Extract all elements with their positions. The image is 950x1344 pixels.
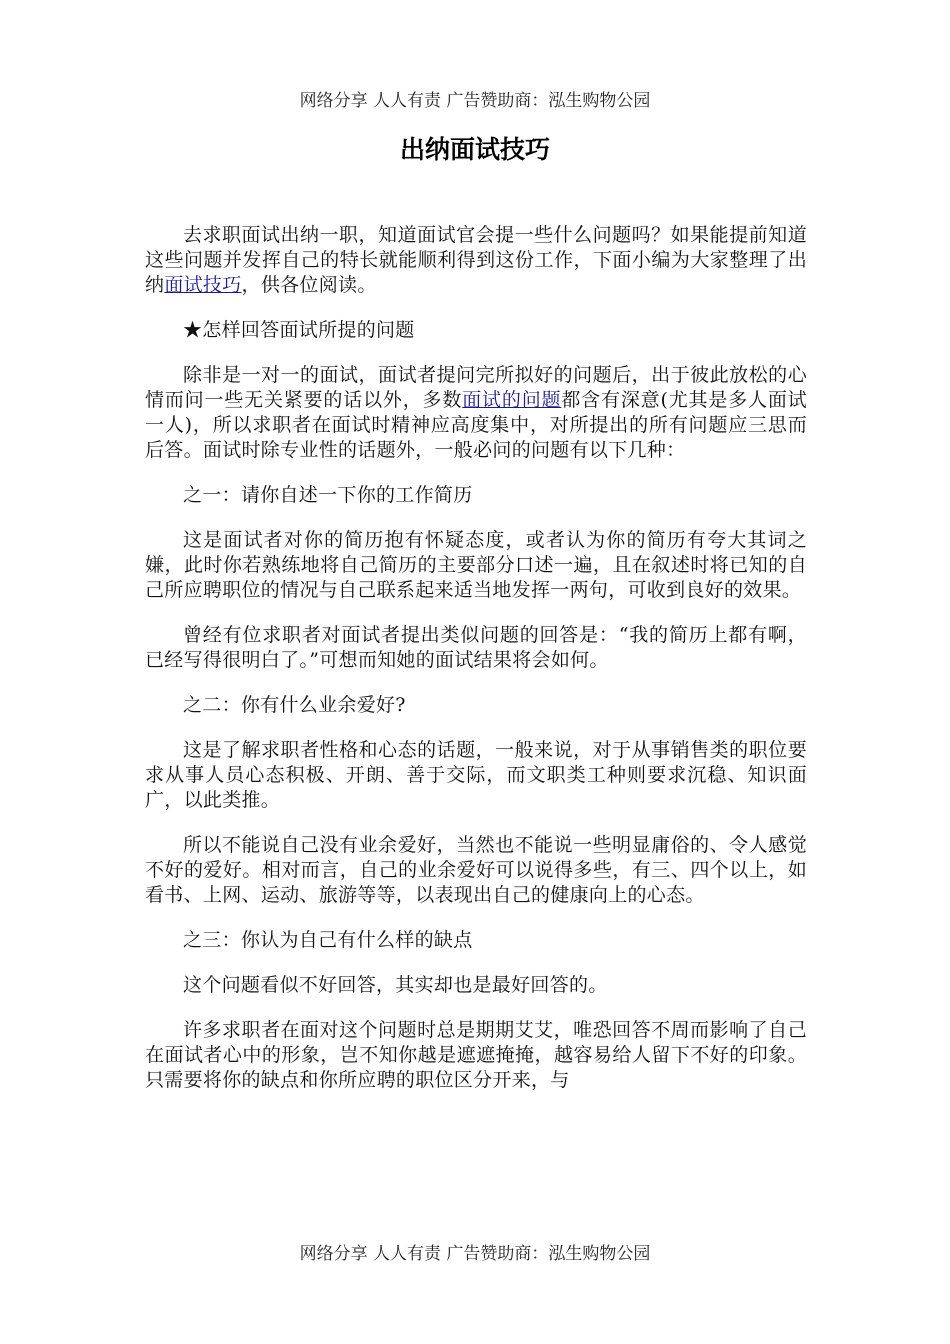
paragraph-hobby-purpose: 这是了解求职者性格和心态的话题，一般来说，对于从事销售类的职位要求从事人员心态积极、开朗、善于交际，而文职类工种则要求沉稳、知识面广，以此类推。 (145, 739, 807, 811)
paragraph-resume-answer: 这是面试者对你的简历抱有怀疑态度，或者认为你的简历有夸大其词之嫌，此时你若熟练地将自己简历的主要部分口述一遍，且在叙述时将已知的自己所应聘职位的情况与自己联系起来适当地发挥一两句，可收到良好的效果。 (145, 529, 807, 601)
section-heading-how-to-answer: ★怎样回答面试所提的问题 (183, 319, 415, 341)
question-heading-3: 之三：你认为自己有什么样的缺点 (183, 929, 473, 951)
page-header: 网络分享 人人有责 广告赞助商：泓生购物公园 (299, 91, 651, 111)
focus-text-after: 都含有深意(尤其是多人面试一人)，所以求职者在面试时精神应高度集中，对所提出的所有问题应三思而后答。面试时除专业性的话题外，一般必问的问题有以下几种： (145, 389, 807, 461)
document-title: 出纳面试技巧 (399, 135, 550, 164)
paragraph-weakness-intro: 这个问题看似不好回答，其实却也是最好回答的。 (183, 974, 608, 996)
paragraph-resume-example: 曾经有位求职者对面试者提出类似问题的回答是：“我的简历上都有啊，已经写得很明白了。”可想而知她的面试结果将会如何。 (145, 624, 807, 671)
interview-tips-link[interactable]: 面试技巧 (164, 274, 242, 296)
intro-paragraph (145, 223, 807, 298)
question-heading-1: 之一：请你自述一下你的工作简历 (183, 484, 473, 506)
paragraph-interview-focus (145, 363, 807, 463)
intro-text-before: 去求职面试出纳一职，知道面试官会提一些什么问题吗？如果能提前知道这些问题并发挥自己的特长就能顺利得到这份工作，下面小编为大家整理了出纳 (145, 224, 807, 296)
interview-questions-link[interactable]: 面试的问题 (462, 389, 562, 411)
page-footer: 网络分享 人人有责 广告赞助商：泓生购物公园 (299, 1244, 651, 1264)
paragraph-weakness-advice: 许多求职者在面对这个问题时总是期期艾艾，唯恐回答不周而影响了自己在面试者心中的形象，岂不知你越是遮遮掩掩，越容易给人留下不好的印象。只需要将你的缺点和你所应聘的职位区分开来，与 (145, 1019, 807, 1091)
focus-text-before: 除非是一对一的面试，面试者提问完所拟好的问题后，出于彼此放松的心情而问一些无关紧要的话以外，多数 (145, 364, 807, 411)
paragraph-hobby-advice: 所以不能说自己没有业余爱好，当然也不能说一些明显庸俗的、令人感觉不好的爱好。相对而言，自己的业余爱好可以说得多些，有三、四个以上，如看书、上网、运动、旅游等等，以表现出自己的健康向上的心态。 (145, 834, 807, 906)
document-body (145, 223, 807, 1113)
intro-text-after: ，供各位阅读。 (241, 274, 377, 296)
question-heading-2: 之二：你有什么业余爱好? (183, 694, 406, 716)
